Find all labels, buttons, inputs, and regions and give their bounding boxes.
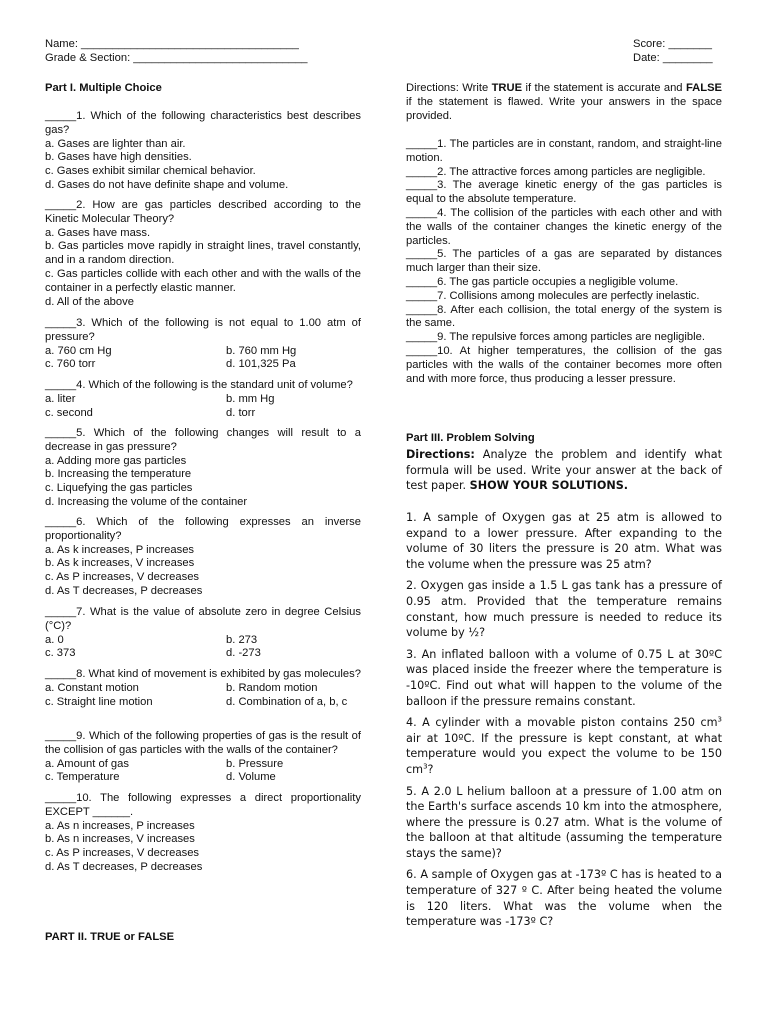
tf-item-1: _____1. The particles are in constant, random, and straight-line motion. — [406, 138, 722, 164]
option-c: c. 760 torr — [45, 358, 96, 371]
option-d: d. As T decreases, P decreases — [45, 584, 203, 597]
true-false-list — [406, 138, 722, 386]
option-c: c. Temperature — [45, 771, 120, 784]
question-stem: _____5. Which of the following changes will result to a decrease in gas pressure? — [45, 427, 361, 453]
option-a: a. Constant motion — [45, 681, 139, 694]
mc-question-4 — [45, 379, 361, 420]
part3-directions — [406, 447, 722, 494]
option-d: d. Volume — [226, 771, 276, 784]
tf-item-8: _____8. After each collision, the total energy of the system is the same. — [406, 303, 722, 330]
option-c: c. As P increases, V decreases — [45, 847, 200, 860]
question-stem: _____9. Which of the following properties of gas is the result of the collision of gas particles with the walls of the container? — [45, 730, 361, 756]
option-d: d. -273 — [226, 647, 261, 660]
directions-label: Directions: — [406, 448, 475, 461]
tf-item-2: _____2. The attractive forces among particles are negligible. — [406, 165, 706, 178]
problem-2: 2. Oxygen gas inside a 1.5 L gas tank has a pressure of 0.95 atm. Provided that the temperature remains constant, how much pressure is needed to reduce its volume by ½? — [406, 579, 722, 640]
directions-text: Directions: Write — [406, 82, 492, 94]
option-b: b. Increasing the temperature — [45, 468, 192, 481]
option-c: c. Gases exhibit similar chemical behavior. — [45, 165, 256, 178]
option-a: a. As k increases, P increases — [45, 543, 195, 556]
option-a: a. Amount of gas — [45, 757, 129, 770]
option-c: c. As P increases, V decreases — [45, 571, 200, 584]
option-d: d. torr — [226, 406, 256, 419]
option-b: b. Gas particles move rapidly in straight lines, travel constantly, and in a random direction. — [45, 240, 361, 267]
part1-title: Part I. Multiple Choice — [45, 82, 162, 94]
option-d: d. Increasing the volume of the container — [45, 495, 248, 508]
score-field-label: Score: _______ — [633, 38, 712, 50]
option-d: d. Combination of a, b, c — [226, 695, 348, 708]
option-a: a. liter — [45, 392, 76, 405]
option-c: c. Gas particles collide with each other and with the walls of the container in a perfectly elastic manner. — [45, 267, 361, 294]
name-field-label: Name: ___________________________________ — [45, 38, 299, 50]
mc-question-5 — [45, 427, 361, 510]
tf-item-4: _____4. The collision of the particles with each other and with the walls of the container changes the kinetic energy of the particles. — [406, 206, 722, 247]
option-c: c. Straight line motion — [45, 695, 153, 708]
option-b: b. As n increases, V increases — [45, 833, 195, 846]
part2-title: PART II. TRUE or FALSE — [45, 931, 175, 943]
question-stem: _____6. Which of the following expresses an inverse proportionality? — [45, 516, 361, 542]
mc-question-10 — [45, 792, 361, 875]
question-stem: _____1. Which of the following characteristics best describes gas? — [45, 110, 361, 136]
option-d: d. As T decreases, P decreases — [45, 860, 203, 873]
option-b: b. Pressure — [226, 757, 284, 770]
mc-question-3 — [45, 317, 361, 372]
mc-question-7 — [45, 606, 361, 661]
tf-item-3: _____3. The average kinetic energy of the gas particles is equal to the absolute temperature. — [406, 179, 722, 206]
question-stem: _____7. What is the value of absolute zero in degree Celsius (°C)? — [45, 606, 361, 632]
question-stem: _____3. Which of the following is not equal to 1.00 atm of pressure? — [45, 317, 361, 343]
question-stem: _____2. How are gas particles described according to the Kinetic Molecular Theory? — [45, 199, 361, 225]
part3-title: Part III. Problem Solving — [406, 432, 535, 444]
directions-text: Analyze the problem and identify what formula will be used. Write your answer at the back of test paper. — [406, 448, 722, 493]
option-a: a. Gases have mass. — [45, 226, 151, 239]
option-c: c. 373 — [45, 647, 76, 660]
grade-section-field-label: Grade & Section: ____________________________ — [45, 52, 308, 64]
option-a: a. 0 — [45, 633, 64, 646]
show-solutions-text: SHOW YOUR SOLUTIONS. — [469, 479, 629, 493]
option-b: b. 760 mm Hg — [226, 344, 297, 357]
problem-4-text: 4. A cylinder with a movable piston contains 250 cm — [406, 716, 718, 730]
option-d: d. Gases do not have definite shape and volume. — [45, 178, 289, 191]
mc-question-9 — [45, 730, 361, 785]
option-a: a. 760 cm Hg — [45, 344, 112, 357]
problem-4 — [406, 715, 722, 777]
problem-6: 6. A sample of Oxygen gas at -173º C has is heated to a temperature of 327 º C. After being heated the volume is 120 liters. What was the volume when the temperature was -173º C? — [406, 868, 722, 929]
tf-item-7: _____7. Collisions among molecules are perfectly inelastic. — [406, 289, 700, 302]
problem-1: 1. A sample of Oxygen gas at 25 atm is allowed to expand to a lower pressure. After expanding to the volume of 30 liters the pressure is 20 atm. What was the volume when the pressure was 25 atm? — [406, 511, 722, 571]
problem-4-text: ? — [427, 762, 434, 776]
directions-text: if the statement is accurate and — [522, 82, 686, 94]
option-d: d. All of the above — [45, 295, 134, 308]
false-keyword: FALSE — [685, 82, 722, 94]
date-field-label: Date: ________ — [633, 52, 713, 64]
problem-4-text: air at 10ºC. If the pressure is kept constant, at what temperature would you expect the volume to be 150 cm — [406, 731, 722, 776]
problem-5: 5. A 2.0 L helium balloon at a pressure of 1.00 atm on the Earth's surface ascends 10 km into the atmosphere, where the pressure is 0.27 atm. What is the volume of the balloon at that altitude (assuming the temperature stays the same)? — [406, 784, 722, 860]
question-stem: _____8. What kind of movement is exhibited by gas molecules? — [45, 668, 361, 680]
directions-text: if the statement is flawed. Write your answers in the space provided. — [406, 95, 722, 122]
superscript: 3 — [423, 762, 428, 771]
option-c: c. second — [45, 406, 93, 419]
problem-3: 3. An inflated balloon with a volume of 0.75 L at 30ºC was placed inside the freezer where the temperature is -10ºC. Find out what will happen to the volume of the balloon if the pressure remains constant. — [406, 647, 722, 708]
option-b: b. mm Hg — [226, 392, 275, 405]
question-stem: _____10. The following expresses a direct proportionality EXCEPT ______. — [45, 792, 361, 818]
mc-question-6 — [45, 516, 361, 599]
mc-question-2 — [45, 199, 361, 309]
superscript: 3 — [717, 715, 722, 724]
tf-item-9: _____9. The repulsive forces among particles are negligible. — [406, 331, 705, 344]
true-keyword: TRUE — [491, 82, 523, 94]
option-b: b. 273 — [226, 633, 258, 646]
option-a: a. Adding more gas particles — [45, 454, 187, 467]
option-b: b. As k increases, V increases — [45, 557, 195, 570]
option-b: b. Random motion — [226, 681, 318, 694]
option-b: b. Gases have high densities. — [45, 151, 192, 164]
mc-question-8 — [45, 668, 361, 709]
mc-question-1 — [45, 110, 361, 193]
option-a: a. As n increases, P increases — [45, 819, 195, 832]
tf-item-5: _____5. The particles of a gas are separated by distances much larger than their size. — [406, 248, 722, 275]
part2-directions — [406, 82, 722, 123]
option-a: a. Gases are lighter than air. — [45, 137, 186, 150]
option-d: d. 101,325 Pa — [226, 358, 296, 371]
tf-item-10: _____10. At higher temperatures, the collision of the gas particles with the walls of the container becomes more often and with more force, thus producing a lesser pressure. — [406, 344, 722, 385]
option-c: c. Liquefying the gas particles — [45, 482, 193, 495]
problem-list — [406, 510, 722, 936]
tf-item-6: _____6. The gas particle occupies a negligible volume. — [406, 275, 679, 288]
question-stem: _____4. Which of the following is the standard unit of volume? — [45, 379, 353, 391]
